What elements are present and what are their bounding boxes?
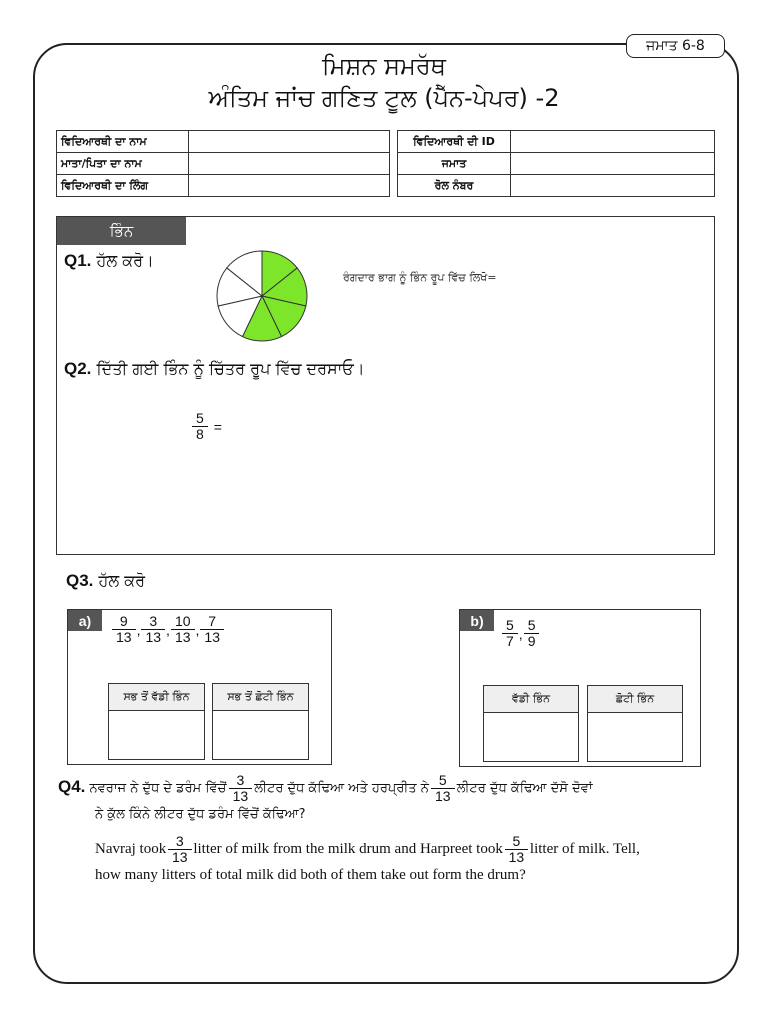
info-label: ਰੋਲ ਨੰਬਰ [398, 175, 511, 197]
info-label: ਵਿਦਿਆਰਥੀ ਦਾ ਨਾਮ [57, 131, 189, 153]
fraction: $\frac{7}{13}$ [202, 614, 222, 645]
question-text: ਹੱਲ ਕਰੋ [98, 571, 146, 590]
smaller-fraction-answer[interactable] [587, 685, 683, 762]
fraction: $\frac{5}{9}$ [526, 618, 538, 649]
student-info-right [397, 130, 715, 197]
section-title: ਭਿੰਨ [57, 217, 186, 245]
gender-field[interactable] [189, 175, 390, 197]
answer-header: ਵੱਡੀ ਭਿੰਨ [484, 686, 578, 713]
info-label: ਵਿਦਿਆਰਥੀ ਦੀ ID [398, 131, 511, 153]
part-tag: b) [460, 610, 494, 631]
title-line-2: ਅੰਤਿਮ ਜਾਂਚ ਗਣਿਤ ਟੂਲ (ਪੈੱਨ-ਪੇਪਰ) -2 [208, 84, 560, 112]
greater-fraction-answer[interactable] [483, 685, 579, 762]
q1-answer-area[interactable] [556, 267, 706, 289]
smallest-fraction-answer[interactable] [212, 683, 309, 760]
q3b-fractions: $\frac{5}{7}$ , $\frac{5}{9}$ [504, 618, 537, 649]
student-info-left [56, 130, 390, 197]
q4-answer-area[interactable] [95, 895, 695, 965]
fraction: $\frac{10}{13}$ [173, 614, 193, 645]
info-label: ਜਮਾਤ [398, 153, 511, 175]
student-id-field[interactable] [511, 131, 715, 153]
equals-sign: = [213, 418, 222, 435]
answer-header: ਸਭ ਤੋਂ ਵੱਡੀ ਭਿੰਨ [109, 684, 204, 711]
roll-number-field[interactable] [511, 175, 715, 197]
grade-tag: ਜਮਾਤ 6-8 [626, 34, 725, 58]
numerator: 5 [196, 410, 204, 426]
largest-fraction-answer[interactable] [108, 683, 205, 760]
fraction: $\frac{5}{13}$ [507, 834, 527, 865]
parent-name-field[interactable] [189, 153, 390, 175]
q4-punjabi-line2: ਨੇ ਕੁੱਲ ਕਿੰਨੇ ਲੀਟਰ ਦੁੱਧ ਡਰੰਮ ਵਿੱਚੋਂ ਕੱਢਿਆ? [95, 807, 306, 822]
fraction: $\frac{3}{13}$ [231, 773, 251, 804]
fraction [194, 411, 206, 442]
question-text: ਦਿੱਤੀ ਗਈ ਭਿੰਨ ਨੂੰ ਚਿੱਤਰ ਰੂਪ ਵਿੱਚ ਦਰਸਾਓ। [96, 359, 365, 378]
fraction: $\frac{3}{13}$ [170, 834, 190, 865]
fraction: $\frac{9}{13}$ [114, 614, 134, 645]
title-line-1: ਮਿਸ਼ਨ ਸਮਰੱਥ [321, 52, 446, 80]
answer-header: ਸਭ ਤੋਂ ਛੋਟੀ ਭਿੰਨ [213, 684, 308, 711]
q1-instruction: ਰੰਗਦਾਰ ਭਾਗ ਨੂੰ ਭਿੰਨ ਰੂਪ ਵਿੱਚ ਲਿਖੋ= [343, 271, 497, 284]
class-field[interactable] [511, 153, 715, 175]
q2-drawing-area[interactable] [237, 407, 697, 547]
q4-english-line2: how many litters of total milk did both of them take out form the drum? [95, 867, 526, 883]
info-label: ਵਿਦਿਆਰਥੀ ਦਾ ਲਿੰਗ [57, 175, 189, 197]
part-tag: a) [68, 610, 102, 631]
info-label: ਮਾਤਾ/ਪਿਤਾ ਦਾ ਨਾਮ [57, 153, 189, 175]
question-number: Q1. [64, 251, 92, 270]
fraction: $\frac{5}{7}$ [504, 618, 516, 649]
fractions-section [56, 216, 715, 555]
q3a-fractions: $\frac{9}{13}$ , $\frac{3}{13}$ , $\frac{10}{13}$ , $\frac{7}{13}$ [114, 614, 222, 645]
question-3 [66, 571, 145, 591]
question-number: Q3. [66, 571, 94, 590]
q3b-box [459, 609, 701, 767]
denominator: 8 [196, 426, 204, 442]
question-number: Q2. [64, 359, 92, 378]
question-1 [64, 251, 154, 271]
question-text: ਹੱਲ ਕਰੋ। [96, 251, 154, 270]
q4-english-line1: Navraj took $\frac{3}{13}$ litter of milk from the milk drum and Harpreet took $\frac{5}{13}$ litter of milk. Tell, [95, 833, 640, 865]
question-number: Q4. [58, 777, 86, 796]
student-name-field[interactable] [189, 131, 390, 153]
fraction: $\frac{5}{13}$ [433, 773, 453, 804]
q3a-box [67, 609, 332, 765]
answer-header: ਛੋਟੀ ਭਿੰਨ [588, 686, 682, 713]
question-2 [64, 359, 365, 379]
question-4 [58, 773, 718, 965]
q4-punjabi-line1: Q4. ਨਵਰਾਜ ਨੇ ਦੁੱਧ ਦੇ ਡਰੰਮ ਵਿੱਚੋਂ $\frac{3}{13}$ ਲੀਟਰ ਦੁੱਧ ਕੱਢਿਆ ਅਤੇ ਹਰਪ੍ਰੀਤ ਨੇ $\frac{5}{13}$ ਲੀਟਰ ਦੁੱਧ ਕੱਢਿਆ ਦੱਸੋ ਦੋਵਾਂ [58, 772, 593, 804]
fraction: $\frac{3}{13}$ [143, 614, 163, 645]
pie-chart [215, 249, 309, 343]
q2-fraction [194, 411, 222, 442]
